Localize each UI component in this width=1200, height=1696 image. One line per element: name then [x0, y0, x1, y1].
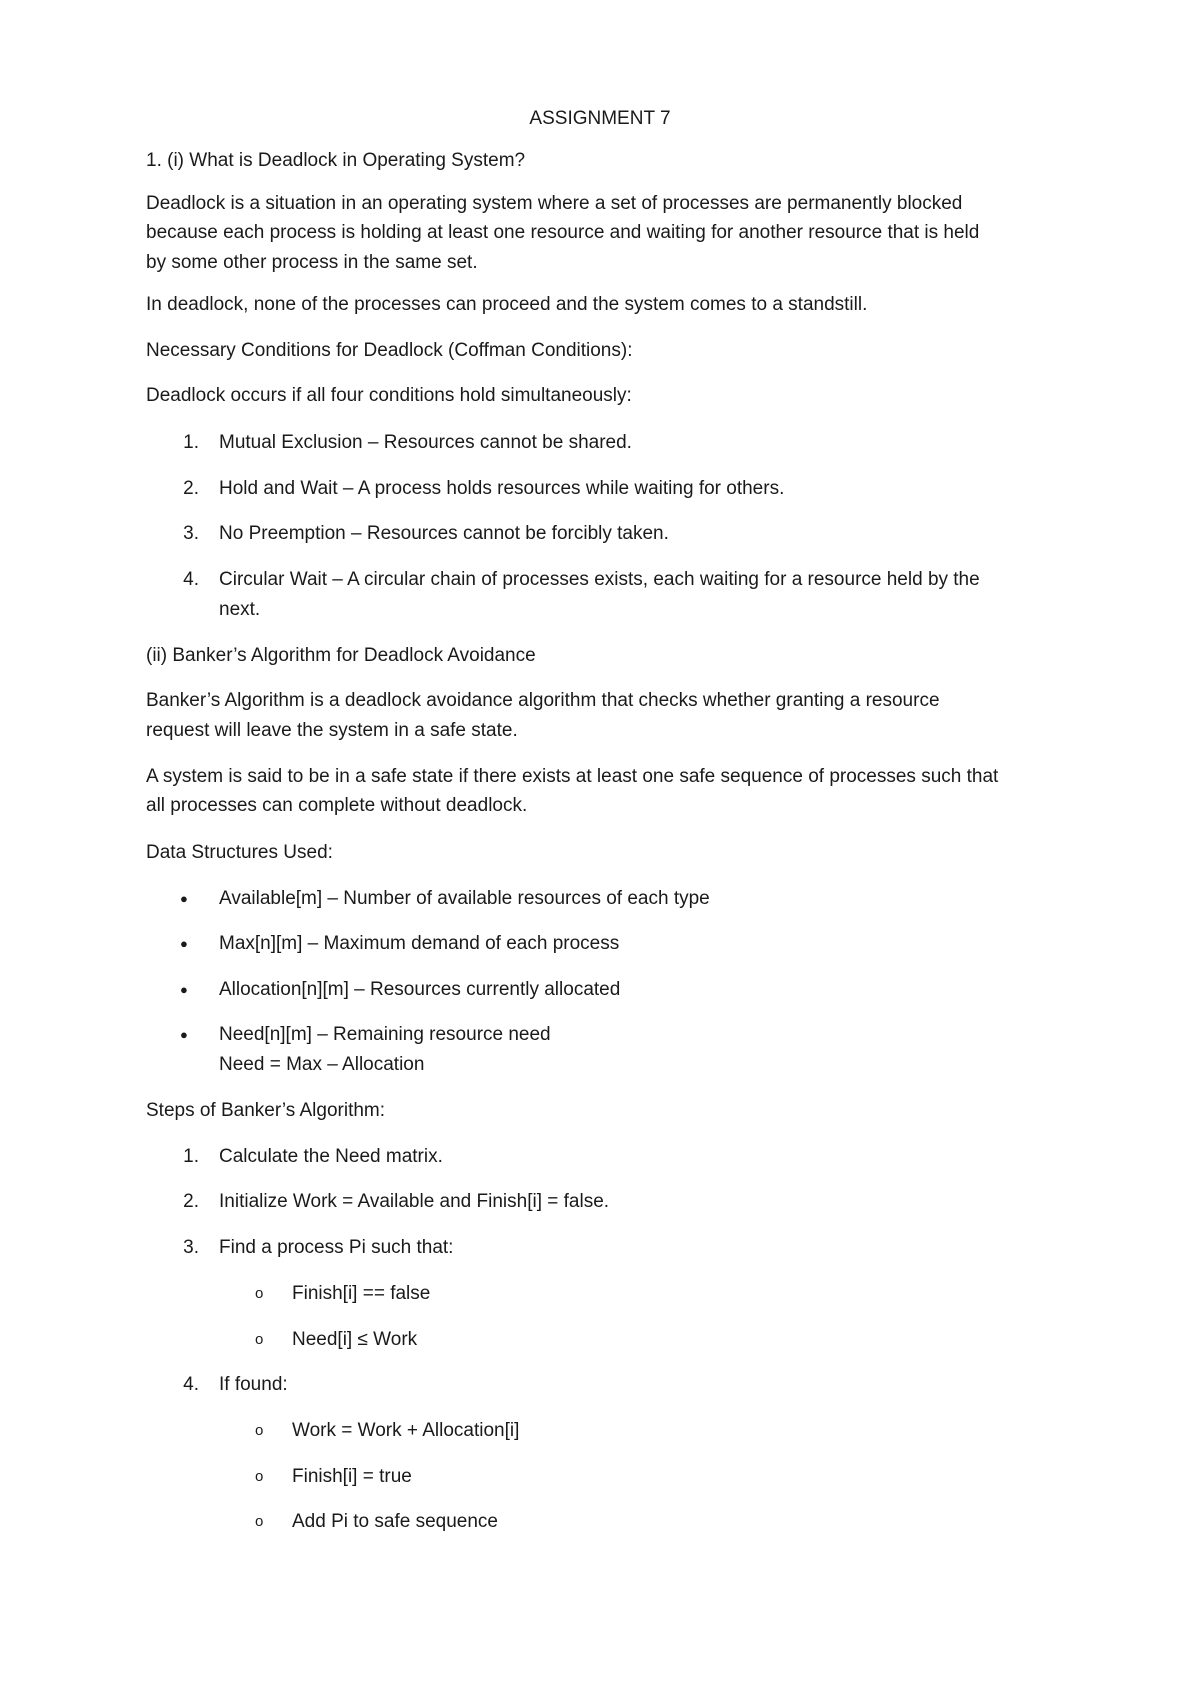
list-number: 4. — [183, 569, 199, 590]
data-structure-item: Max[n][m] – Maximum demand of each process — [219, 933, 620, 954]
conditions-heading: Necessary Conditions for Deadlock (Coffman Conditions): — [146, 340, 633, 361]
list-number: 4. — [183, 1374, 199, 1395]
data-structure-item: Allocation[n][m] – Resources currently allocated — [219, 979, 621, 1000]
safe-state-line: all processes can complete without deadlock. — [146, 795, 528, 816]
circle-bullet-icon: o — [255, 1513, 264, 1530]
condition-item-continuation: next. — [219, 599, 261, 620]
data-structures-heading: Data Structures Used: — [146, 842, 333, 863]
condition-item: Circular Wait – A circular chain of processes exists, each waiting for a resource held by the — [219, 569, 980, 590]
step-item: If found: — [219, 1374, 288, 1395]
condition-item: No Preemption – Resources cannot be forcibly taken. — [219, 523, 669, 544]
definition-line: by some other process in the same set. — [146, 252, 478, 273]
step-item: Find a process Pi such that: — [219, 1237, 454, 1258]
conditions-intro: Deadlock occurs if all four conditions hold simultaneously: — [146, 385, 632, 406]
condition-item: Mutual Exclusion – Resources cannot be shared. — [219, 432, 632, 453]
need-formula: Need = Max – Allocation — [219, 1054, 425, 1075]
definition-line: because each process is holding at least one resource and waiting for another resource that is held — [146, 222, 980, 243]
sub-step-item: Work = Work + Allocation[i] — [292, 1420, 520, 1441]
circle-bullet-icon: o — [255, 1468, 264, 1485]
condition-item: Hold and Wait – A process holds resources while waiting for others. — [219, 478, 785, 499]
step-item: Initialize Work = Available and Finish[i] = false. — [219, 1191, 610, 1212]
bankers-description-line: request will leave the system in a safe state. — [146, 720, 518, 741]
list-number: 3. — [183, 523, 199, 544]
list-number: 2. — [183, 1191, 199, 1212]
list-number: 2. — [183, 478, 199, 499]
sub-step-item: Add Pi to safe sequence — [292, 1511, 498, 1532]
list-number: 3. — [183, 1237, 199, 1258]
sub-step-item: Finish[i] = true — [292, 1466, 412, 1487]
definition-line: Deadlock is a situation in an operating system where a set of processes are permanently blocked — [146, 193, 963, 214]
bullet-icon: ● — [180, 1027, 188, 1042]
sub-step-item: Need[i] ≤ Work — [292, 1329, 418, 1350]
question-1-heading: 1. (i) What is Deadlock in Operating System? — [146, 150, 526, 171]
list-number: 1. — [183, 432, 199, 453]
page-title: ASSIGNMENT 7 — [529, 108, 671, 129]
bullet-icon: ● — [180, 891, 188, 906]
list-number: 1. — [183, 1146, 199, 1167]
bullet-icon: ● — [180, 982, 188, 997]
bullet-icon: ● — [180, 936, 188, 951]
standstill-paragraph: In deadlock, none of the processes can proceed and the system comes to a standstill. — [146, 294, 868, 315]
question-2-heading: (ii) Banker’s Algorithm for Deadlock Avoidance — [146, 645, 536, 666]
data-structure-item: Available[m] – Number of available resources of each type — [219, 888, 710, 909]
sub-step-item: Finish[i] == false — [292, 1283, 431, 1304]
safe-state-line: A system is said to be in a safe state if there exists at least one safe sequence of processes such that — [146, 766, 999, 787]
bankers-description-line: Banker’s Algorithm is a deadlock avoidance algorithm that checks whether granting a resource — [146, 690, 940, 711]
step-item: Calculate the Need matrix. — [219, 1146, 443, 1167]
steps-heading: Steps of Banker’s Algorithm: — [146, 1100, 386, 1121]
data-structure-item: Need[n][m] – Remaining resource need — [219, 1024, 551, 1045]
circle-bullet-icon: o — [255, 1285, 264, 1302]
circle-bullet-icon: o — [255, 1331, 264, 1348]
circle-bullet-icon: o — [255, 1422, 264, 1439]
